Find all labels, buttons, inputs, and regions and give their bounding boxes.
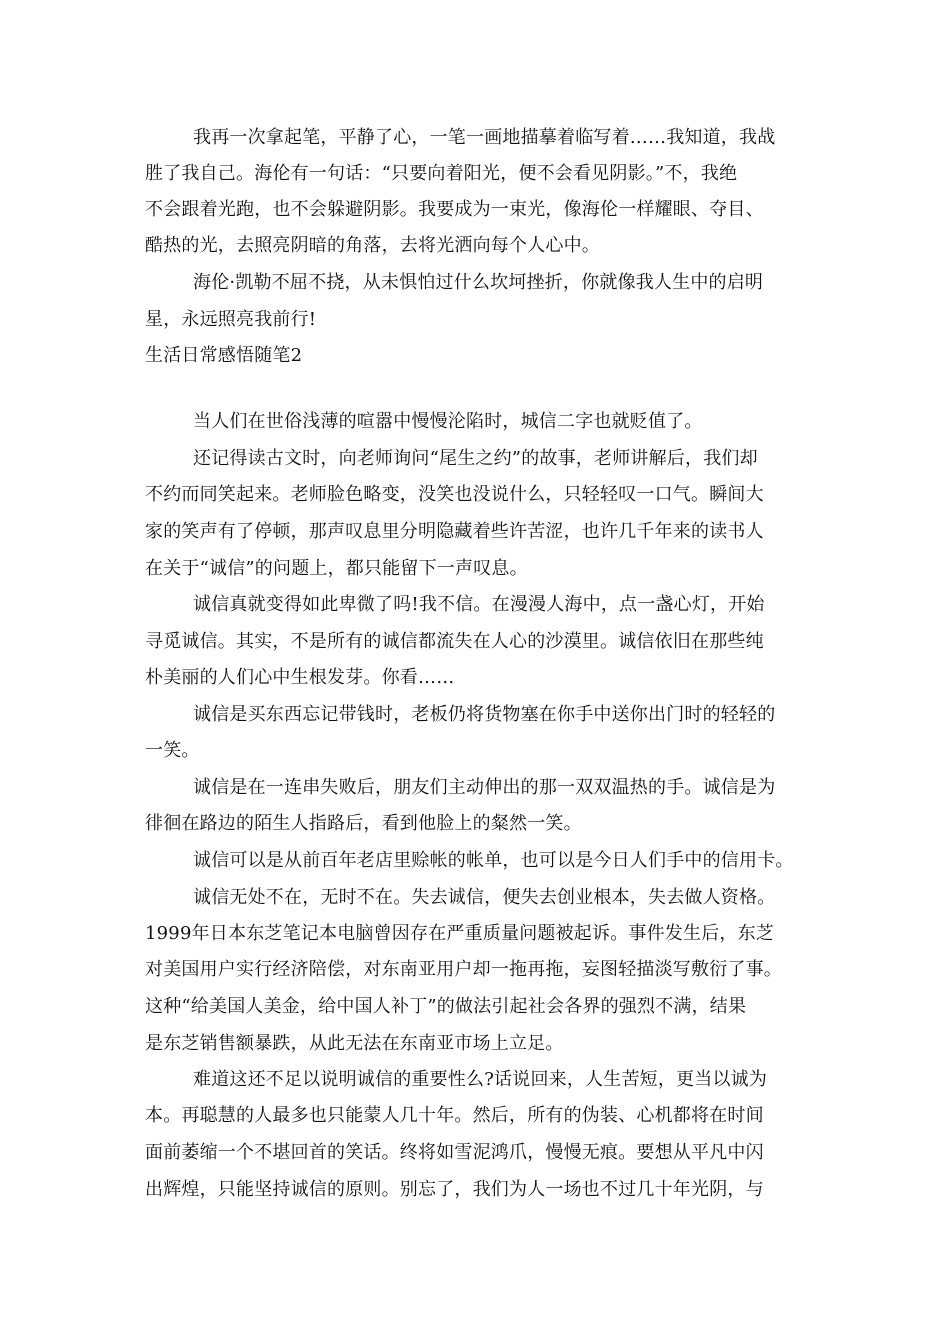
paragraph-line: 对美国用户实行经济陪偿，对东南亚用户却一拖再拖，妄图轻描淡写敷衍了事。	[145, 959, 782, 980]
paragraph-line: 出辉煌，只能坚持诚信的原则。别忘了，我们为人一场也不过几十年光阴，与	[145, 1179, 764, 1200]
paragraph-line: 在关于“诚信”的问题上，都只能留下一声叹息。	[145, 558, 528, 579]
paragraph-line: 家的笑声有了停顿，那声叹息里分明隐藏着些许苦涩，也许几千年来的读书人	[145, 521, 764, 542]
paragraph-line: 诚信是在一连串失败后，朋友们主动伸出的那一双双温热的手。诚信是为	[193, 777, 776, 798]
paragraph-line: 面前萎缩一个不堪回首的笑话。终将如雪泥鸿爪，慢慢无痕。要想从平凡中闪	[145, 1142, 764, 1163]
paragraph-line: 1999年日本东芝笔记本电脑曾因存在严重质量问题被起诉。事件发生后，东芝	[145, 923, 775, 944]
paragraph-line: 诚信可以是从前百年老店里赊帐的帐单，也可以是今日人们手中的信用卡。	[193, 850, 794, 871]
paragraph-line: 难道这还不足以说明诚信的重要性么?话说回来，人生苦短，更当以诚为	[193, 1069, 768, 1090]
section-heading: 生活日常感悟随笔2	[145, 345, 303, 366]
paragraph-line: 是东芝销售额暴跌，从此无法在东南亚市场上立足。	[145, 1033, 564, 1054]
paragraph-line: 还记得读古文时，向老师询问“尾生之约”的故事，老师讲解后，我们却	[193, 448, 758, 469]
paragraph-line: 不会跟着光跑，也不会躲避阴影。我要成为一束光，像海伦一样耀眼、夺目、	[145, 199, 764, 220]
paragraph-line: 不约而同笑起来。老师脸色略变，没笑也没说什么，只轻轻叹一口气。瞬间大	[145, 484, 764, 505]
paragraph-line: 朴美丽的人们心中生根发芽。你看……	[145, 667, 455, 688]
paragraph-line: 诚信无处不在，无时不在。失去诚信，便失去创业根本，失去做人资格。	[193, 887, 776, 908]
paragraph-line: 胜了我自己。海伦有一句话：“只要向着阳光，便不会看见阴影。”不，我绝	[145, 163, 738, 184]
paragraph-line: 一笑。	[145, 740, 200, 761]
paragraph-line: 海伦·凯勒不屈不挠，从未惧怕过什么坎坷挫折，你就像我人生中的启明	[193, 272, 764, 293]
paragraph-line: 这种“给美国人美金，给中国人补丁”的做法引起社会各界的强烈不满，结果	[145, 996, 747, 1017]
paragraph-line: 本。再聪慧的人最多也只能蒙人几十年。然后，所有的伪装、心机都将在时间	[145, 1105, 764, 1126]
paragraph-line: 徘徊在路边的陌生人指路后，看到他脸上的粲然一笑。	[145, 813, 582, 834]
paragraph-line: 星，永远照亮我前行!	[145, 309, 317, 330]
paragraph-line: 酷热的光，去照亮阴暗的角落，去将光洒向每个人心中。	[145, 235, 600, 256]
paragraph-line: 寻觅诚信。其实，不是所有的诚信都流失在人心的沙漠里。诚信依旧在那些纯	[145, 631, 764, 652]
paragraph-line: 我再一次拿起笔，平静了心，一笔一画地描摹着临写着……我知道，我战	[193, 127, 776, 148]
paragraph-line: 诚信真就变得如此卑微了吗!我不信。在漫漫人海中，点一盏心灯，开始	[193, 594, 765, 615]
paragraph-line: 诚信是买东西忘记带钱时，老板仍将货物塞在你手中送你出门时的轻轻的	[193, 704, 776, 725]
paragraph-line: 当人们在世俗浅薄的喧嚣中慢慢沦陷时，城信二字也就贬值了。	[193, 411, 703, 432]
